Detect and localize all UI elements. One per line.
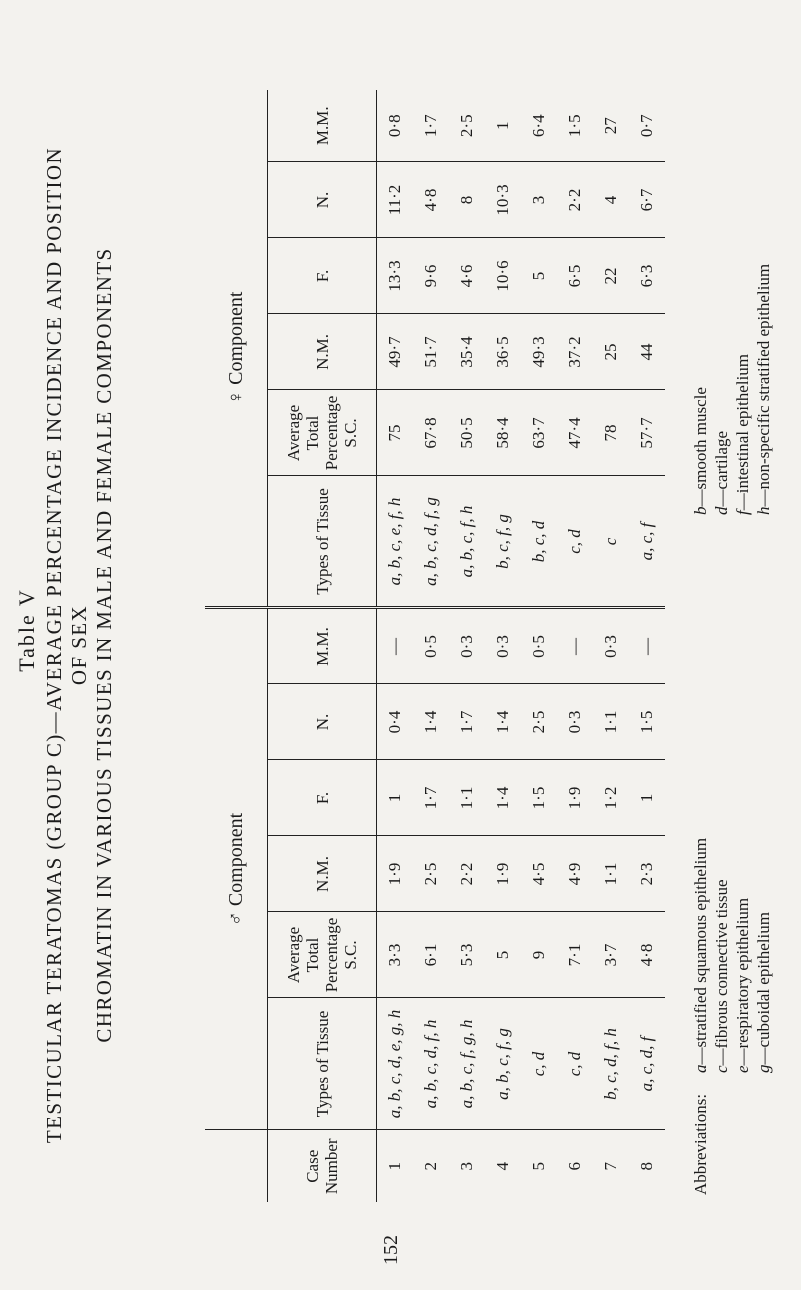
male-f: 1·5 [521,760,557,836]
male-mm: — [629,608,665,684]
abbreviation-text: —smooth muscle [691,387,710,507]
female-n: 3 [521,162,557,238]
female-avg: 63·7 [521,390,557,476]
female-types: c [593,476,629,608]
female-f: 5 [521,238,557,314]
table-label: Table V [14,588,39,672]
male-mm: 0·5 [521,608,557,684]
female-nm: 25 [593,314,629,390]
female-n: 4 [593,162,629,238]
female-n: 6·7 [629,162,665,238]
male-avg: 6·1 [413,912,449,998]
male-f: 1 [629,760,665,836]
title-line-2: CHROMATIN IN VARIOUS TISSUES IN MALE AND FEMALE COMPONENTS [92,247,116,1043]
male-group-header: ♂ Component [205,608,268,1130]
female-f: 13·3 [377,238,414,314]
male-avg: 3·3 [377,912,414,998]
male-n-header: N. [268,684,377,760]
male-f: 1·2 [593,760,629,836]
male-f: 1·7 [413,760,449,836]
female-nm: 35·4 [449,314,485,390]
male-types: b, c, d, f, h [593,998,629,1130]
male-mm: 0·3 [449,608,485,684]
title-line-1: TESTICULAR TERATOMAS (GROUP C)—AVERAGE PERCENTAGE INCIDENCE AND POSITION OF SEX [42,146,91,1144]
female-n: 10·3 [485,162,521,238]
female-types: a, c, f [629,476,665,608]
abbreviation-key: b [691,506,710,515]
case-number: 2 [421,1162,440,1171]
male-types: c, d [557,998,593,1130]
page-title [42,140,117,1150]
female-avg: 78 [593,390,629,476]
table-row [557,90,593,1202]
page-number: 152 [380,1235,402,1265]
abbreviation-text: —stratified squamous epithelium [691,837,710,1065]
abbreviations-label: Abbreviations: [691,1093,710,1195]
female-types: a, b, c, d, f, g [413,476,449,608]
female-n: 8 [449,162,485,238]
female-nm: 37·2 [557,314,593,390]
male-nm: 2·3 [629,836,665,912]
male-nm: 1·1 [593,836,629,912]
female-nm-header: N.M. [268,314,377,390]
female-f-header: F. [268,238,377,314]
abbreviation-text: —cartilage [712,430,731,507]
male-types: a, c, d, f [629,998,665,1130]
abbreviation-key: h [754,506,773,515]
female-nm: 49·3 [521,314,557,390]
male-nm: 1·9 [377,836,414,912]
abbreviation-item [732,264,753,515]
male-n: 1·4 [485,684,521,760]
abbreviation-key: d [712,506,731,515]
female-f: 4·6 [449,238,485,314]
female-types: c, d [557,476,593,608]
male-nm: 2·2 [449,836,485,912]
female-avg: 67·8 [413,390,449,476]
case-number: 7 [601,1162,620,1171]
abbreviation-item [732,838,753,1073]
abbreviation-item [690,838,711,1073]
male-mm: 0·3 [485,608,521,684]
male-avg: 7·1 [557,912,593,998]
female-types-header: Types of Tissue [268,476,377,608]
male-f: 1·9 [557,760,593,836]
male-nm: 4·5 [521,836,557,912]
male-avg: 3·7 [593,912,629,998]
female-f: 6·5 [557,238,593,314]
male-mm-header: M.M. [268,608,377,684]
male-mm: 0·5 [413,608,449,684]
male-mm: — [377,608,414,684]
table-row [629,90,665,1202]
abbreviation-item [753,264,774,515]
case-number: 4 [493,1162,512,1171]
female-mm: 1·5 [557,90,593,162]
male-nm: 4·9 [557,836,593,912]
male-types-header: Types of Tissue [268,998,377,1130]
male-avg: 5 [485,912,521,998]
female-types: a, b, c, f, h [449,476,485,608]
male-nm: 2·5 [413,836,449,912]
corner-cell [205,1130,268,1202]
female-types: b, c, d [521,476,557,608]
male-n: 2·5 [521,684,557,760]
female-avg: 47·4 [557,390,593,476]
male-types: a, b, c, f, g [485,998,521,1130]
female-nm: 44 [629,314,665,390]
male-n: 1·4 [413,684,449,760]
abbreviation-key: a [691,1064,710,1073]
abbreviation-key: f [733,510,752,515]
table-row [593,90,629,1202]
female-f: 22 [593,238,629,314]
male-n: 1·5 [629,684,665,760]
female-f: 10·6 [485,238,521,314]
abbreviation-key: e [733,1065,752,1073]
case-number: 8 [637,1162,656,1171]
male-n: 0·4 [377,684,414,760]
male-f: 1 [377,760,414,836]
male-types: c, d [521,998,557,1130]
female-mm: 1·7 [413,90,449,162]
female-n-header: N. [268,162,377,238]
abbreviation-text: —non-specific stratified epithelium [754,263,773,507]
female-mm: 0·7 [629,90,665,162]
table-row [521,90,557,1202]
abbreviation-item [711,838,732,1073]
female-n: 11·2 [377,162,414,238]
female-avg: 75 [377,390,414,476]
female-avg: 58·4 [485,390,521,476]
female-mm: 1 [485,90,521,162]
abbreviation-item [690,264,711,515]
abbreviation-item [753,838,774,1073]
case-number: 6 [565,1162,584,1171]
table-row [485,90,521,1202]
male-n: 1·1 [593,684,629,760]
female-types: a, b, c, e, f, h [377,476,414,608]
female-group-header: ♀ Component [205,90,268,608]
male-n: 0·3 [557,684,593,760]
case-number-header: Case Number [268,1130,377,1202]
male-mm: 0·3 [593,608,629,684]
female-mm: 2·5 [449,90,485,162]
abbreviation-text: —respiratory epithelium [733,897,752,1066]
abbreviation-text: —cuboidal epithelium [754,912,773,1065]
group-header-row [205,90,268,1202]
abbreviations-column-2 [690,264,774,515]
male-avg: 5·3 [449,912,485,998]
table-row [449,90,485,1202]
female-nm: 51·7 [413,314,449,390]
female-n: 4·8 [413,162,449,238]
case-number: 1 [385,1162,404,1171]
male-n: 1·7 [449,684,485,760]
male-f: 1·1 [449,760,485,836]
abbreviations-column-1 [690,838,774,1073]
male-f: 1·4 [485,760,521,836]
table-row [377,90,414,1202]
female-mm: 0·8 [377,90,414,162]
female-mm-header: M.M. [268,90,377,162]
abbreviation-text: —fibrous connective tissue [712,879,731,1066]
data-table [205,90,665,1202]
male-nm: 1·9 [485,836,521,912]
female-avg: 50·5 [449,390,485,476]
female-avg: 57·7 [629,390,665,476]
male-avg: 9 [521,912,557,998]
female-nm: 36·5 [485,314,521,390]
column-header-row [268,90,377,1202]
female-mm: 6·4 [521,90,557,162]
male-f-header: F. [268,760,377,836]
male-types: a, b, c, d, e, g, h [377,998,414,1130]
female-avg-header: Average Total Percentage S.C. [268,390,377,476]
male-avg: 4·8 [629,912,665,998]
male-avg-header: Average Total Percentage S.C. [268,912,377,998]
female-types: b, c, f, g [485,476,521,608]
male-types: a, b, c, f, g, h [449,998,485,1130]
abbreviation-key: c [712,1065,731,1073]
table-row [413,90,449,1202]
abbreviation-text: —intestinal epithelium [733,353,752,511]
abbreviation-key: g [754,1064,773,1073]
male-types: a, b, c, d, f, h [413,998,449,1130]
female-n: 2·2 [557,162,593,238]
female-mm: 27 [593,90,629,162]
male-mm: — [557,608,593,684]
case-number: 3 [457,1162,476,1171]
female-nm: 49·7 [377,314,414,390]
female-f: 6·3 [629,238,665,314]
abbreviation-item [711,264,732,515]
case-number: 5 [529,1162,548,1171]
male-nm-header: N.M. [268,836,377,912]
female-f: 9·6 [413,238,449,314]
